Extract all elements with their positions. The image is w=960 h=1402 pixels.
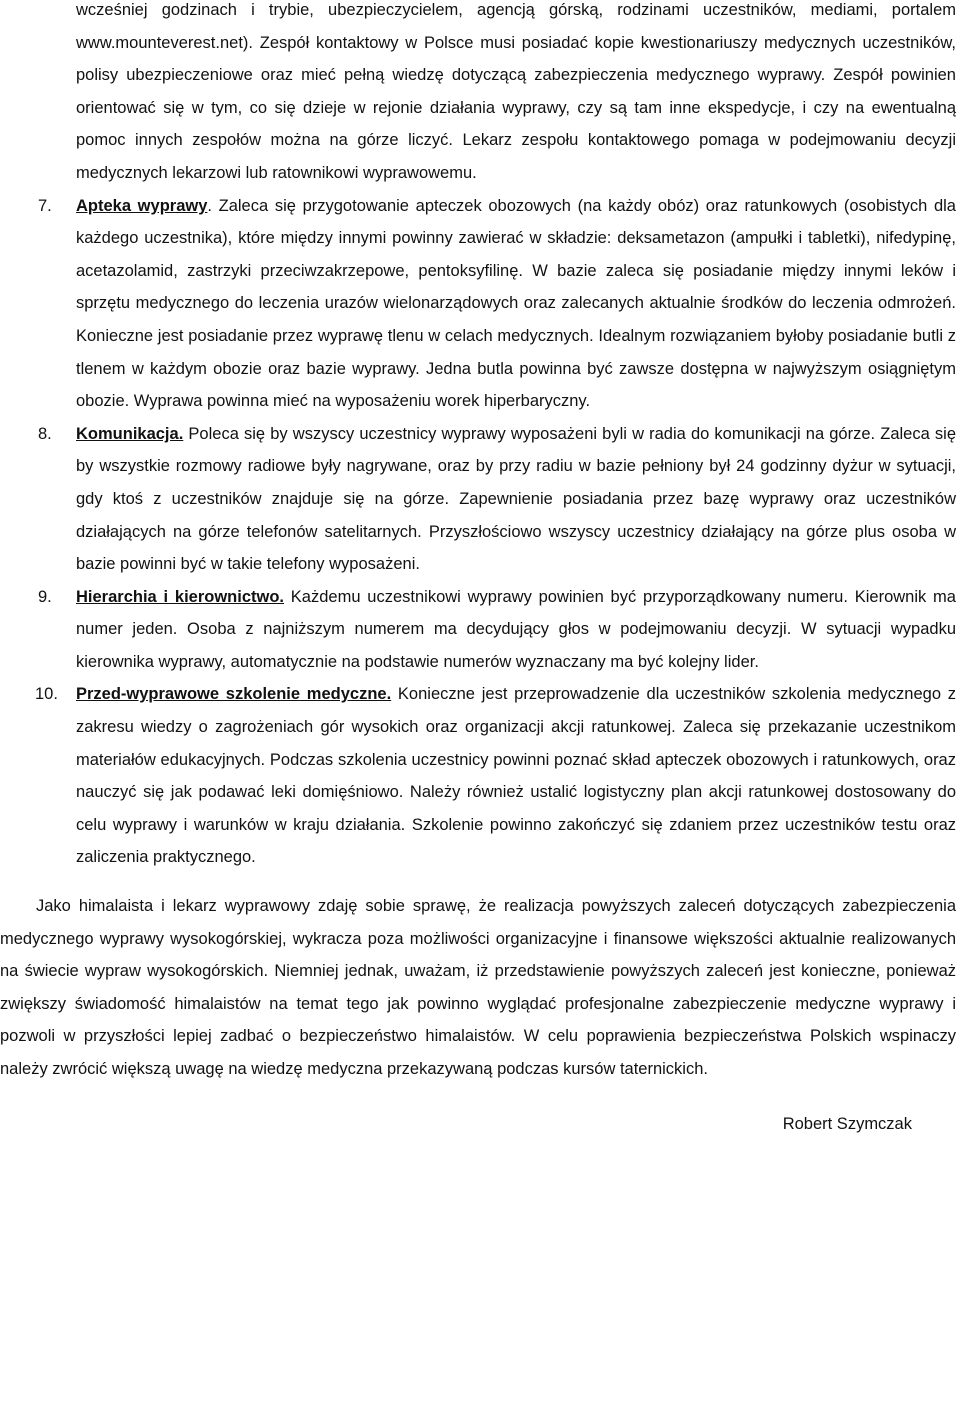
list-item-number: 7. — [38, 196, 52, 215]
list-item — [0, 418, 960, 581]
closing-paragraph: Jako himalaista i lekarz wyprawowy zdaję sobie sprawę, że realizacja powyższych zaleceń dotyczących zabezpieczenia medycznego wyprawy wysokogórskiej, wykracza poza możliwości organizacyjne i finansowe większości aktualnie realizowanych na świecie wypraw wysokogórskich. Niemniej jednak, uważam, iż przedstawienie powyższych zaleceń jest konieczne, ponieważ zwiększy świadomość himalaistów na temat tego jak powinno wyglądać profesjonalne zabezpieczenie medyczne wyprawy i pozwoli w przyszłości lepiej zadbać o bezpieczeństwo himalaistów. W celu poprawienia bezpieczeństwa Polskich wspinaczy należy zwrócić większą uwagę na wiedzę medyczna przekazywaną podczas kursów taternickich. — [0, 897, 956, 1078]
list-item-text: Poleca się by wszyscy uczestnicy wyprawy wyposażeni byli w radia do komunikacji na górze. Zaleca się by wszystkie rozmowy radiowe były nagrywane, oraz by przy radiu w bazie pełniony był 24 godzinny dyżur w sytuacji, gdy ktoś z uczestników znajduje się na górze. Zapewnienie posiadania przez bazę wyprawy oraz uczestników działających na górze telefonów satelitarnych. Przyszłościowo wszyscy uczestnicy działający na górze plus osoba w bazie powinni być w takie telefony wyposażeni. — [76, 424, 956, 574]
list-item — [0, 190, 960, 418]
list-item-number: 8. — [38, 424, 52, 443]
list-item-heading: Przed-wyprawowe szkolenie medyczne. — [76, 685, 392, 704]
continued-paragraph — [0, 0, 960, 190]
list-item-number: 10. — [35, 685, 58, 704]
list-item — [0, 581, 960, 679]
list-item-text: Konieczne jest przeprowadzenie dla uczestników szkolenia medycznego z zakresu wiedzy o zagrożeniach gór wysokich oraz organizacji akcji ratunkowej. Zaleca się przekazanie uczestnikom materiałów edukacyjnych. Podczas szkolenia uczestnicy powinni poznać skład apteczek obozowych i ratunkowych, oraz nauczyć się jak podawać leki domięśniowo. Należy również ustalić logistyczny plan akcji ratunkowej dostosowany do celu wyprawy i warunków w kraju działania. Szkolenie powinno zakończyć się zdaniem przez uczestników testu oraz zaliczenia praktycznego. — [76, 685, 957, 867]
continued-paragraph-text: wcześniej godzinach i trybie, ubezpieczycielem, agencją górską, rodzinami uczestników, mediami, portalem www.mounteverest.net). Zespół kontaktowy w Polsce musi posiadać kopie kwestionariuszy medycznych uczestników, polisy ubezpieczeniowe oraz mieć pełną wiedzę dotyczącą zabezpieczenia medycznego wyprawy. Zespół powinien orientować się w tym, co się dzieje w rejonie działania wyprawy, czy są tam inne ekspedycje, i czy na ewentualną pomoc innych zespołów można na górze liczyć. Lekarz zespołu kontaktowego pomaga w podejmowaniu decyzji medycznych lekarzowi lub ratownikowi wyprawowemu. — [76, 1, 956, 182]
list-item-text: Każdemu uczestnikowi wyprawy powinien być przyporządkowany numeru. Kierownik ma numer jeden. Osoba z najniższym numerem ma decydujący głos w podejmowaniu decyzji. W sytuacji wypadku kierownika wyprawy, automatycznie na podstawie numerów wyznaczany ma być kolejny lider. — [76, 587, 956, 671]
list-item-heading: Hierarchia i kierownictwo. — [76, 587, 284, 606]
author-signature: Robert Szymczak — [782, 1114, 912, 1133]
list-item-text: . Zaleca się przygotowanie apteczek obozowych (na każdy obóz) oraz ratunkowych (osobistych dla każdego uczestnika), które między innymi powinny zawierać w składzie: deksametazon (ampułki i tabletki), nifedypinę, acetazolamid, zastrzyki przeciwzakrzepowe, pentoksyfilinę. W bazie zaleca się posiadanie między innymi leków i sprzętu medycznego do leczenia urazów wielonarządowych oraz zalecanych aktualnie środków do leczenia odmrożeń. Konieczne jest posiadanie przez wyprawę tlenu w celach medycznych. Idealnym rozwiązaniem byłoby posiadanie butli z tlenem w każdym obozie oraz bazie wyprawy. Jedna butla powinna być zawsze dostępna w najwyższym osiągniętym obozie. Wyprawa powinna mieć na wyposażeniu worek hiperbaryczny. — [76, 196, 956, 411]
list-item — [0, 678, 960, 874]
list-item-heading: Komunikacja. — [76, 424, 184, 443]
list-item-heading: Apteka wyprawy — [76, 196, 208, 215]
list-item-number: 9. — [38, 587, 52, 606]
